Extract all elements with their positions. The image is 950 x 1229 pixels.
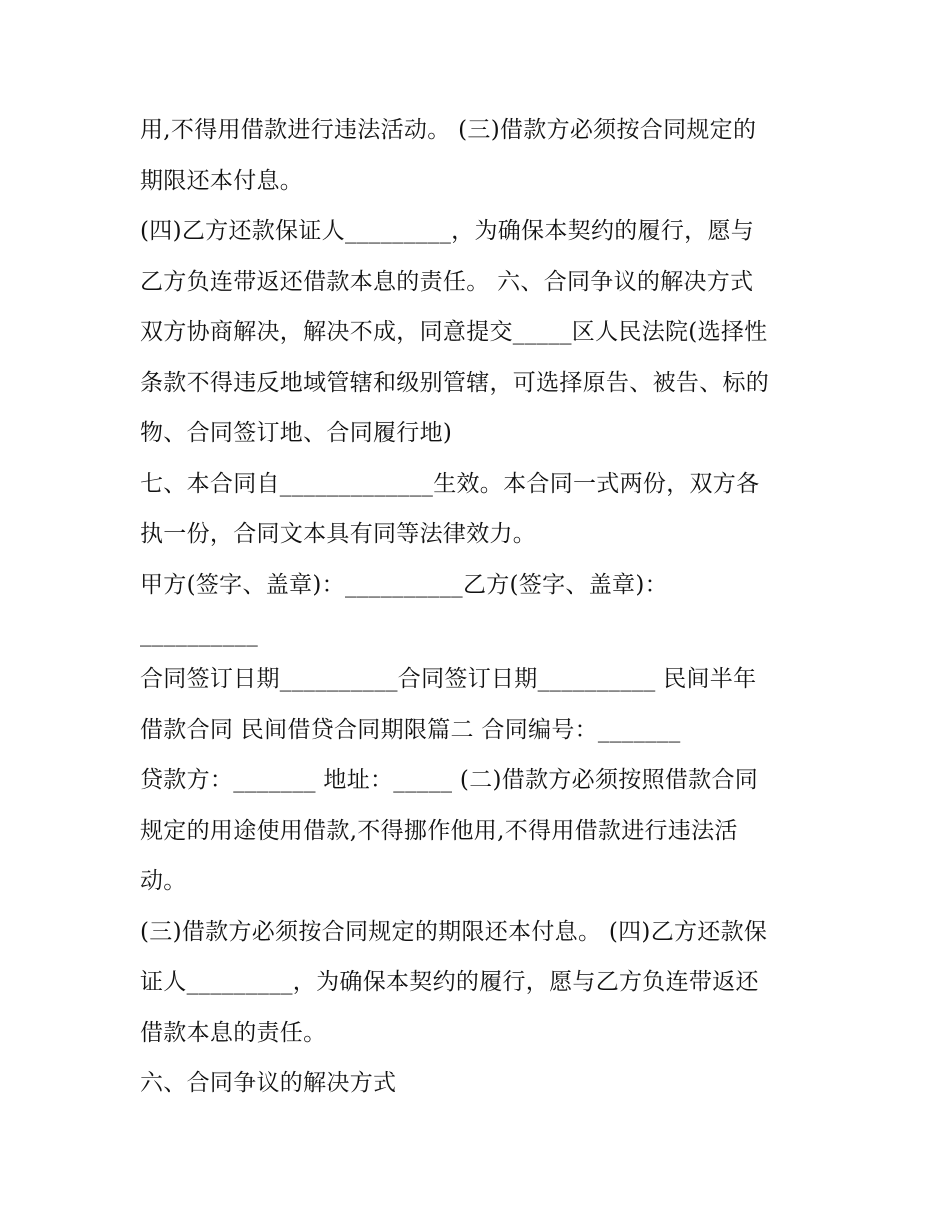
text-line: 双方协商解决，解决不成，同意提交_____区人民法院(选择性 xyxy=(140,319,768,345)
text-line: 期限还本付息。 xyxy=(140,168,304,194)
text-line: 证人_________，为确保本契约的履行，愿与乙方负连带返还 xyxy=(140,969,759,995)
text-line: 条款不得违反地域管辖和级别管辖，可选择原告、被告、标的 xyxy=(140,370,770,396)
text-line: __________ xyxy=(140,621,258,647)
text-line: 六、合同争议的解决方式 xyxy=(140,1070,397,1096)
text-line: 执一份，合同文本具有同等法律效力。 xyxy=(140,521,537,547)
text-line: 动。 xyxy=(140,868,187,894)
text-line: 用,不得用借款进行违法活动。 (三)借款方必须按合同规定的 xyxy=(140,117,757,143)
text-line: 物、合同签订地、合同履行地) xyxy=(140,420,453,446)
text-line: 乙方负连带返还借款本息的责任。 六、合同争议的解决方式 xyxy=(140,269,754,295)
text-line: 合同签订日期__________合同签订日期__________ 民间半年 xyxy=(140,666,757,692)
text-line: 甲方(签字、盖章)：__________乙方(签字、盖章)： xyxy=(140,572,668,598)
text-line: (三)借款方必须按合同规定的期限还本付息。 (四)乙方还款保 xyxy=(140,919,768,945)
text-line: 七、本合同自_____________生效。本合同一式两份，双方各 xyxy=(140,471,760,497)
text-line: 规定的用途使用借款,不得挪作他用,不得用借款进行违法活 xyxy=(140,818,738,844)
text-line: (四)乙方还款保证人_________，为确保本契约的履行，愿与 xyxy=(140,218,755,244)
text-line: 借款合同 民间借贷合同期限篇二 合同编号：_______ xyxy=(140,717,681,743)
text-line: 贷款方：_______ 地址：_____ (二)借款方必须按照借款合同 xyxy=(140,767,759,793)
text-line: 借款本息的责任。 xyxy=(140,1020,327,1046)
